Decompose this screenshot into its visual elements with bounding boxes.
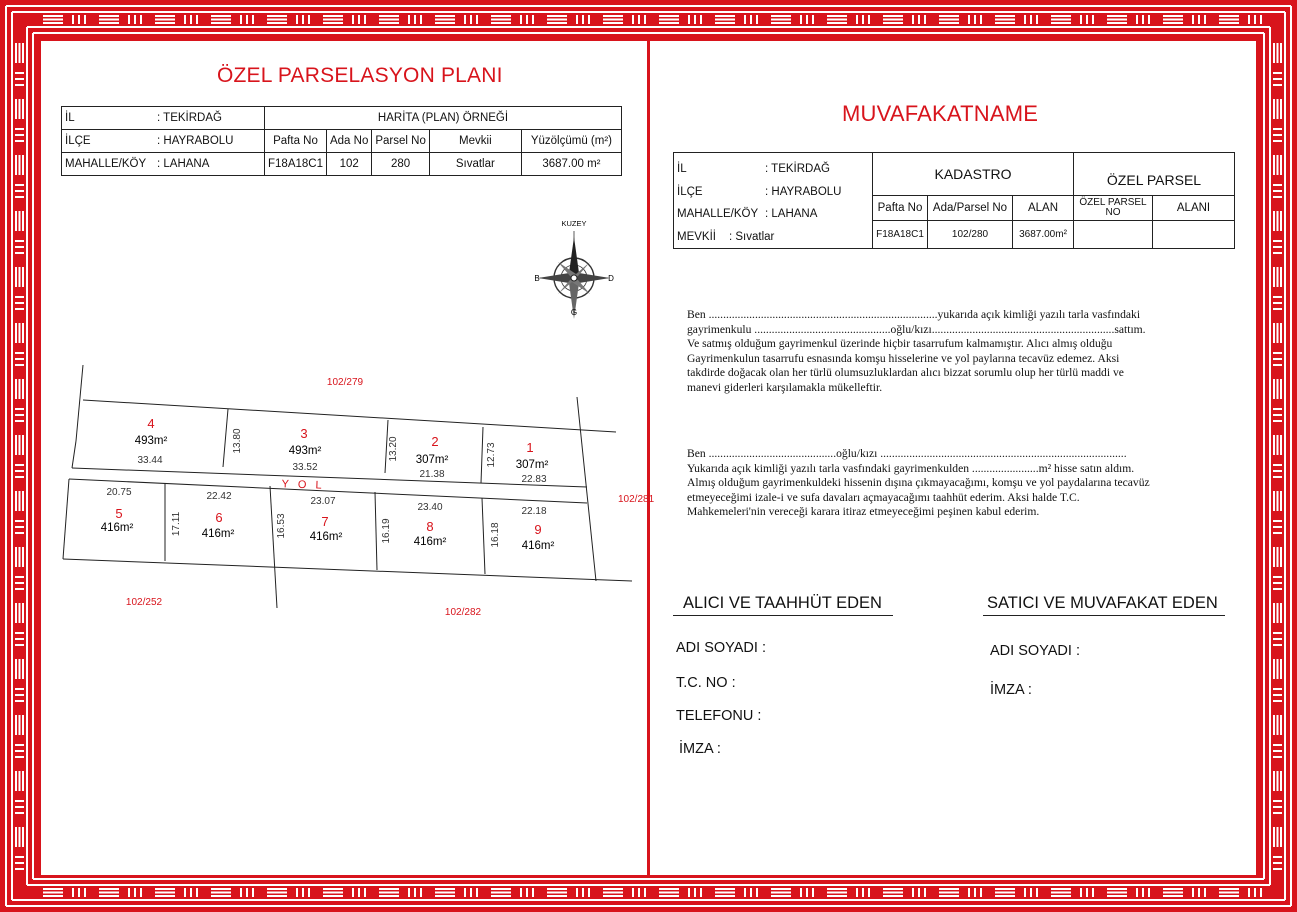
r-mahalle-value: : LAHANA — [765, 208, 818, 220]
neighbor-right: 102/281 — [618, 494, 655, 505]
val-r-ada-parsel: 102/280 — [928, 220, 1013, 249]
buyer-tc-field: T.C. NO : — [676, 675, 736, 691]
col-pafta: Pafta No — [265, 130, 327, 153]
parcel-4-no: 4 — [147, 416, 155, 431]
parcel-8-no: 8 — [426, 519, 434, 534]
col-parsel: Parsel No — [372, 130, 430, 153]
p2-line: Mahkemeleri'nin vereceği karara itiraz etmeyeceğimi peşinen kabul ederim. — [687, 505, 1040, 519]
plan-title: ÖZEL PARSELASYON PLANI — [217, 64, 503, 87]
parcel-9-area: 416m² — [521, 540, 555, 552]
p2-line: Ben ............................................oğlu/kızı ..................................................................................... — [687, 447, 1127, 460]
val-ozel-parsel-no — [1074, 220, 1153, 249]
parcel-7-front: 23.07 — [310, 496, 336, 507]
parcel-3-no: 3 — [300, 426, 308, 441]
parcel-1-front: 22.83 — [521, 474, 547, 485]
parcel-6-no: 6 — [215, 510, 223, 525]
parcel-2-side: 13.20 — [388, 436, 399, 462]
parcel-9-no: 9 — [534, 522, 542, 537]
parcel-6-area: 416m² — [201, 528, 235, 540]
parcel-8-side: 16.19 — [381, 518, 392, 544]
parcel-2-area: 307m² — [415, 454, 449, 466]
buyer-name-field: ADI SOYADI : — [676, 640, 766, 656]
val-r-pafta: F18A18C1 — [873, 220, 928, 249]
buyer-paragraph — [687, 447, 1150, 520]
parcel-6-side: 17.11 — [171, 511, 182, 537]
harita-header: HARİTA (PLAN) ÖRNEĞİ — [265, 107, 622, 130]
val-parsel: 280 — [372, 153, 430, 176]
parcel-9-front: 22.18 — [521, 506, 547, 517]
consent-title: MUVAFAKATNAME — [842, 101, 1039, 126]
col-r-ada-parsel: Ada/Parsel No — [928, 196, 1013, 220]
il-value: : TEKİRDAĞ — [157, 112, 222, 124]
road-label: Y O L — [281, 478, 325, 492]
p1-line: manevi giderleri karşılamakla mükelleftir. — [687, 380, 883, 394]
parcel-5-no: 5 — [115, 506, 123, 521]
parcel-1-side: 12.73 — [486, 442, 497, 468]
compass-east-label: D — [608, 274, 614, 283]
val-yuzolcumu: 3687.00 m² — [521, 153, 621, 176]
col-r-pafta: Pafta No — [873, 196, 928, 220]
buyer-underline — [673, 615, 893, 616]
parcel-3-side: 13.80 — [232, 428, 243, 454]
val-r-alan: 3687.00m² — [1013, 220, 1074, 249]
parcel-4-front: 33.44 — [137, 455, 163, 466]
seller-name-field: ADI SOYADI : — [990, 643, 1080, 659]
parcel-5-front: 20.75 — [106, 487, 132, 498]
col-alani: ALANI — [1153, 196, 1235, 220]
parcel-1-area: 307m² — [515, 459, 549, 471]
compass-north-label: KUZEY — [561, 219, 587, 228]
parcel-7-side: 16.53 — [276, 513, 287, 539]
r-il-label: İL — [677, 163, 687, 175]
p2-line: Almış olduğum gayrimenkuldeki hissenin dışına çıkmayacağımı, komşu ve yol paydalarına tecavüz — [687, 476, 1150, 490]
kadastro-header: KADASTRO — [873, 153, 1074, 196]
val-alani — [1153, 220, 1235, 249]
r-ilce-label: İLÇE — [677, 185, 703, 198]
p1-line: takdirde doğacak olan her türlü olumsuzluklardan alıcı bizzat sorumlu olup her türlü maddi ve — [687, 366, 1124, 380]
compass-rose — [530, 215, 620, 320]
r-mahalle-label: MAHALLE/KÖY — [677, 208, 759, 220]
parcel-8-front: 23.40 — [417, 502, 443, 513]
ozel-parsel-header: ÖZEL PARSEL — [1074, 153, 1235, 196]
buyer-title: ALICI VE TAAHHÜT EDEN — [683, 594, 882, 612]
seller-signature-field: İMZA : — [990, 682, 1032, 698]
ilce-label: İLÇE — [65, 135, 91, 147]
col-ozel-parsel-no: ÖZEL PARSEL NO — [1074, 196, 1153, 220]
plan-info-table — [61, 106, 622, 176]
r-mevkii-value: : Sıvatlar — [729, 230, 775, 243]
p1-line: gayrimenkulu ...............................................oğlu/kızı...............................................................sattım. — [687, 322, 1146, 336]
r-il-value: : TEKİRDAĞ — [765, 163, 830, 175]
col-r-alan: ALAN — [1013, 196, 1074, 220]
p1-line: Gayrimenkulun tasarrufu esnasında komşu hisselerine ve yol paylarına tecavüz edemez. Aksi — [687, 351, 1120, 365]
il-label: İL — [65, 112, 75, 124]
p1-line: Ve satmış olduğum gayrimenkul üzerinde hiçbir tasarrufum kalmamıştır. Alıcı almış olduğu — [687, 337, 1113, 351]
parcel-7-no: 7 — [321, 514, 329, 529]
parcel-3-front: 33.52 — [292, 462, 318, 473]
r-mevkii-label: MEVKİİ — [677, 230, 716, 243]
seller-paragraph — [687, 308, 1146, 396]
r-ilce-value: : HAYRABOLU — [765, 185, 842, 198]
parcel-1-no: 1 — [526, 440, 534, 455]
val-ada: 102 — [326, 153, 371, 176]
p2-line: Yukarıda açık kimliği yazılı tarla vasfındaki gayrimenkulden .......................m² hisse satın aldım. — [687, 461, 1135, 475]
parcel-8-area: 416m² — [413, 536, 447, 548]
parcel-4-area: 493m² — [134, 435, 168, 447]
mahalle-label: MAHALLE/KÖY — [65, 158, 147, 170]
parcel-plan — [55, 355, 655, 620]
col-ada: Ada No — [326, 130, 371, 153]
compass-south-label: G — [570, 308, 578, 317]
neighbor-bottom-right: 102/282 — [444, 607, 482, 618]
neighbor-top: 102/279 — [326, 377, 364, 388]
buyer-signature-field: İMZA : — [679, 741, 721, 757]
val-pafta: F18A18C1 — [265, 153, 327, 176]
col-mevkii: Mevkii — [429, 130, 521, 153]
consent-info-table — [673, 152, 1235, 249]
p1-line: Ben ...............................................................................yukarıda açık kimliği yazılı tarla vasfındaki — [687, 308, 1141, 321]
parcel-3-area: 493m² — [288, 445, 322, 457]
p2-line: etmeyeceğimi izale-i ve sufa davaları açmayacağımı taahhüt ederim. Aksi halde T.C. — [687, 490, 1080, 504]
col-yuzolcumu: Yüzölçümü (m²) — [521, 130, 621, 153]
parcel-5-area: 416m² — [100, 522, 134, 534]
parcel-7-area: 416m² — [309, 531, 343, 543]
buyer-phone-field: TELEFONU : — [676, 708, 762, 724]
seller-title: SATICI VE MUVAFAKAT EDEN — [987, 594, 1218, 612]
parcel-9-side: 16.18 — [490, 522, 501, 548]
parcel-2-front: 21.38 — [419, 469, 445, 480]
neighbor-bottom-left: 102/252 — [125, 597, 163, 608]
ilce-value: : HAYRABOLU — [157, 135, 234, 147]
val-mevkii: Sıvatlar — [429, 153, 521, 176]
parcel-2-no: 2 — [431, 434, 439, 449]
compass-west-label: B — [534, 274, 540, 283]
seller-underline — [983, 615, 1225, 616]
parcel-6-front: 22.42 — [206, 491, 232, 502]
mahalle-value: : LAHANA — [157, 158, 210, 170]
page-divider — [647, 39, 650, 877]
